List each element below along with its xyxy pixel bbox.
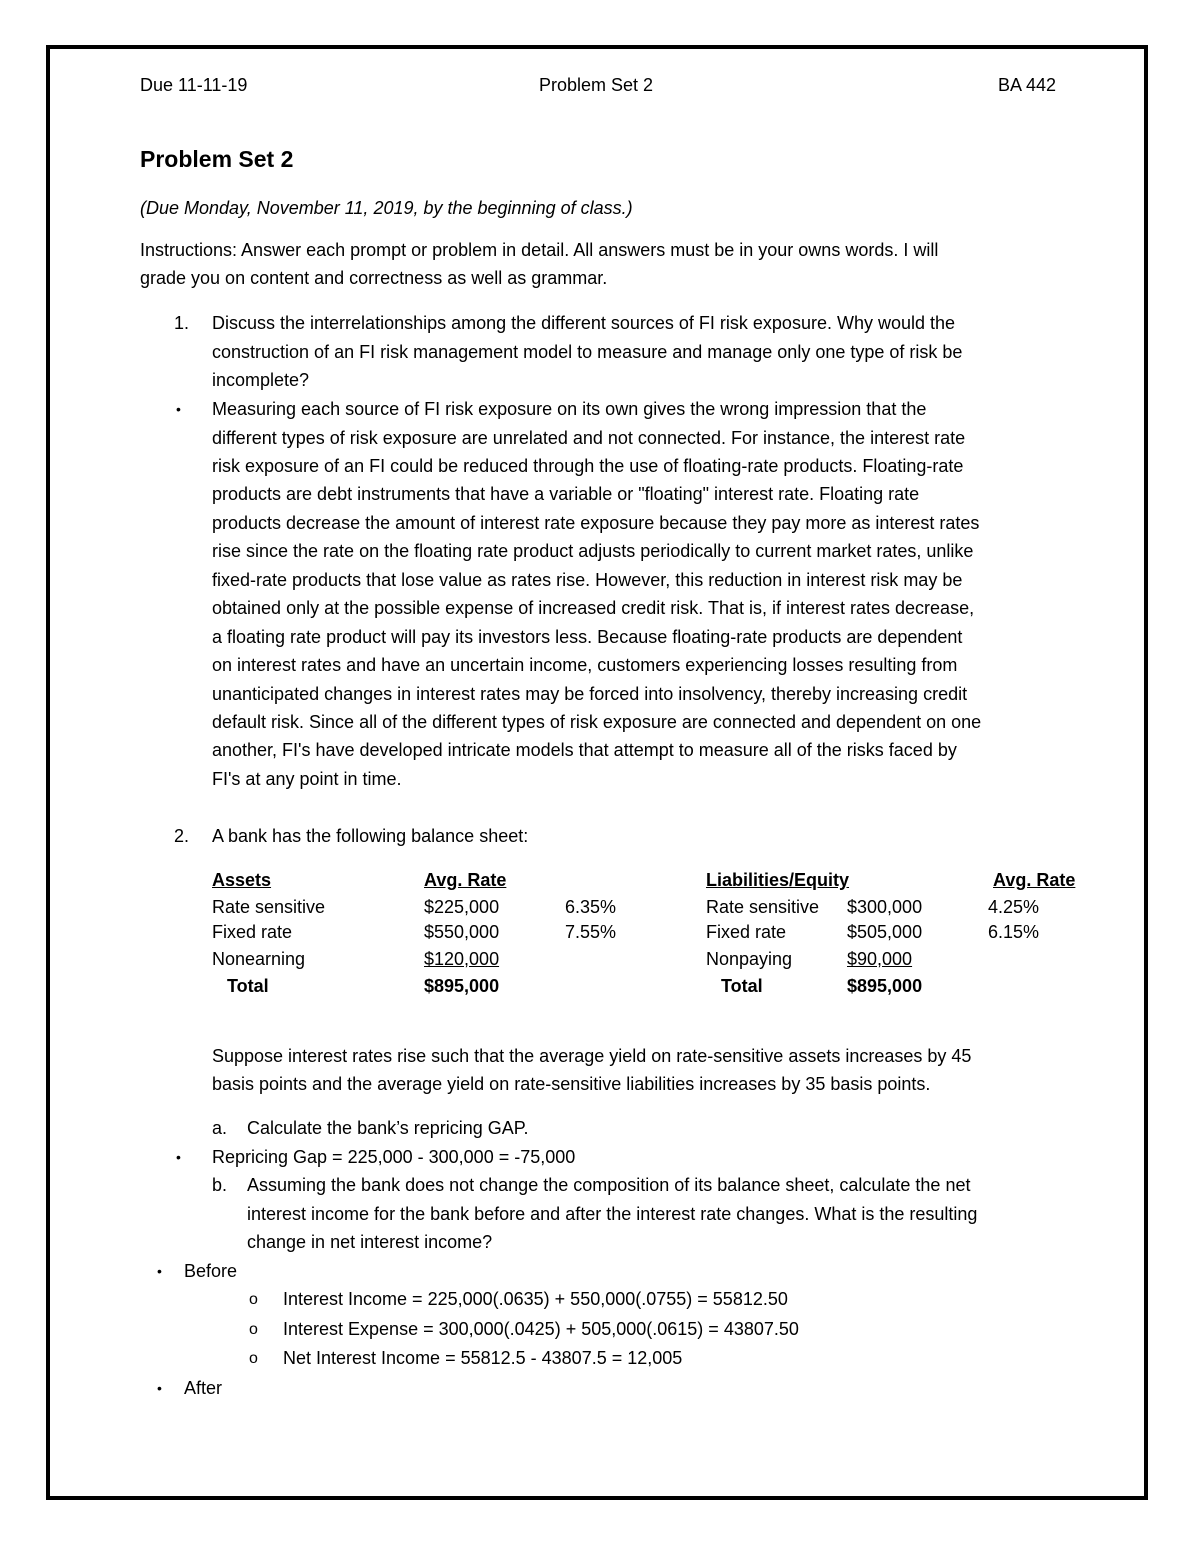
a1-line: products are debt instruments that have a variable or "floating" interest rate. Floating rate	[212, 484, 920, 504]
part-b-line: change in net interest income?	[247, 1232, 493, 1252]
asset-label: Fixed rate	[212, 922, 293, 942]
liability-rate: 4.25%	[988, 897, 1040, 917]
a1-line: FI's at any point in time.	[212, 769, 402, 789]
asset-amount: $550,000	[424, 922, 500, 942]
a1-line: a floating rate product will pay its investors less. Because floating-rate products are dependent	[212, 627, 963, 647]
liability-amount: $300,000	[847, 897, 923, 917]
bullet-icon: •	[176, 401, 181, 417]
assets-header: Assets	[212, 870, 272, 890]
a1-line: Measuring each source of FI risk exposure on its own gives the wrong impression that the	[212, 399, 927, 419]
bullet-icon: •	[176, 1149, 181, 1165]
circle-bullet-icon: o	[249, 1321, 258, 1338]
header-course: BA 442	[998, 75, 1057, 95]
asset-rate: 7.55%	[565, 922, 617, 942]
avg-rate-header-right: Avg. Rate	[993, 870, 1076, 890]
page-title: Problem Set 2	[140, 146, 294, 172]
before-item: Interest Expense = 300,000(.0425) + 505,000(.0615) = 43807.50	[283, 1319, 799, 1339]
a1-line: another, FI's have developed intricate models that attempt to measure all of the risks faced by	[212, 740, 957, 760]
liabilities-header: Liabilities/Equity	[706, 870, 850, 890]
q1-line: incomplete?	[212, 370, 310, 390]
liability-amount: $90,000	[847, 949, 913, 969]
liability-label: Rate sensitive	[706, 897, 820, 917]
before-item: Net Interest Income = 55812.5 - 43807.5 = 12,005	[283, 1348, 683, 1368]
asset-amount: $225,000	[424, 897, 500, 917]
part-a-label: a.	[212, 1118, 228, 1138]
asset-label: Nonearning	[212, 949, 306, 969]
liability-total-label: Total	[721, 976, 763, 996]
q1-number: 1.	[174, 313, 190, 333]
q1-line: construction of an FI risk management model to measure and manage only one type of risk be	[212, 342, 963, 362]
bullet-icon: •	[157, 1263, 162, 1279]
asset-amount: $120,000	[424, 949, 500, 969]
asset-total-amount: $895,000	[424, 976, 500, 996]
part-a-text: Calculate the bank’s repricing GAP.	[247, 1118, 529, 1138]
circle-bullet-icon: o	[249, 1291, 258, 1308]
header-due-date: Due 11-11-19	[140, 75, 248, 95]
liability-amount: $505,000	[847, 922, 923, 942]
answer-a: Repricing Gap = 225,000 - 300,000 = -75,000	[212, 1147, 576, 1167]
q2-intro: A bank has the following balance sheet:	[212, 826, 529, 846]
bullet-icon: •	[157, 1380, 162, 1396]
liability-label: Fixed rate	[706, 922, 787, 942]
before-item: Interest Income = 225,000(.0635) + 550,000(.0755) = 55812.50	[283, 1289, 788, 1309]
liability-label: Nonpaying	[706, 949, 793, 969]
a1-line: obtained only at the possible expense of increased credit risk. That is, if interest rates decrease,	[212, 598, 975, 618]
after-label: After	[184, 1378, 223, 1398]
liability-rate: 6.15%	[988, 922, 1040, 942]
instructions-line-1: Instructions: Answer each prompt or problem in detail. All answers must be in your owns words. I will	[140, 240, 939, 260]
q1-line: Discuss the interrelationships among the different sources of FI risk exposure. Why would the	[212, 313, 956, 333]
a1-line: risk exposure of an FI could be reduced through the use of floating-rate products. Floating-rate	[212, 456, 964, 476]
part-b-line: Assuming the bank does not change the composition of its balance sheet, calculate the net	[247, 1175, 971, 1195]
a1-line: products decrease the amount of interest rate exposure because they pay more as interest rates	[212, 513, 980, 533]
suppose-line-2: basis points and the average yield on rate-sensitive liabilities increases by 35 basis points.	[212, 1074, 931, 1094]
q2-number: 2.	[174, 826, 190, 846]
asset-label: Rate sensitive	[212, 897, 326, 917]
part-b-label: b.	[212, 1175, 228, 1195]
asset-rate: 6.35%	[565, 897, 617, 917]
circle-bullet-icon: o	[249, 1350, 258, 1367]
a1-line: unanticipated changes in interest rates may be forced into insolvency, thereby increasing credit	[212, 684, 968, 704]
part-b-line: interest income for the bank before and after the interest rate changes. What is the resulting	[247, 1204, 978, 1224]
avg-rate-header-left: Avg. Rate	[424, 870, 507, 890]
suppose-line-1: Suppose interest rates rise such that the average yield on rate-sensitive assets increases by 45	[212, 1046, 972, 1066]
before-label: Before	[184, 1261, 238, 1281]
header-title: Problem Set 2	[539, 75, 654, 95]
due-note: (Due Monday, November 11, 2019, by the beginning of class.)	[140, 198, 633, 218]
instructions-line-2: grade you on content and correctness as well as grammar.	[140, 268, 608, 288]
a1-line: default risk. Since all of the different types of risk exposure are connected and dependent on one	[212, 712, 982, 732]
liability-total-amount: $895,000	[847, 976, 923, 996]
a1-line: rise since the rate on the floating rate product adjusts periodically to current market rates, unlike	[212, 541, 974, 561]
asset-total-label: Total	[227, 976, 269, 996]
a1-line: on interest rates and have an uncertain income, customers experiencing losses resulting from	[212, 655, 958, 675]
a1-line: fixed-rate products that lose value as rates rise. However, this reduction in interest risk may be	[212, 570, 963, 590]
a1-line: different types of risk exposure are unrelated and not connected. For instance, the interest rate	[212, 428, 966, 448]
